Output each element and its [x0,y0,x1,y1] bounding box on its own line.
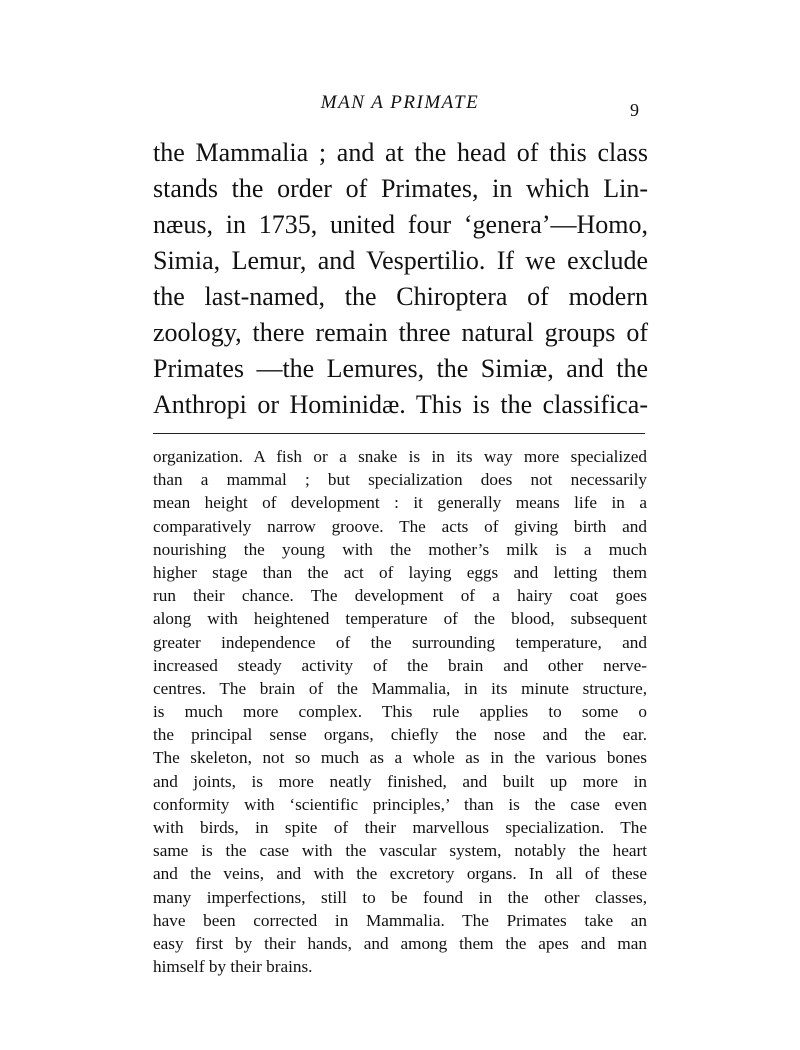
main-text-line: Simia, Lemur, and Vespertilio. If we exclude [153,246,648,275]
footnote-line: with birds, in spite of their marvellous specialization. The [153,818,647,837]
footnote-line: increased steady activity of the brain and other nerve- [153,655,647,675]
footnote-line: organization. A fish or a snake is in its way more specialized [153,447,647,466]
footnote-line: nourishing the young with the mother’s milk is a much [153,539,647,559]
footnote-line: comparatively narrow groove. The acts of giving birth and [153,516,647,536]
footnote-line: have been corrected in Mammalia. The Primates take an [153,910,647,930]
footnote [153,445,647,978]
main-text-line: zoology, there remain three natural groups of [153,318,648,347]
footnote-line: greater independence of the surrounding temperature, and [153,632,647,652]
footnote-line: and joints, is more neatly finished, and built up more in [153,771,647,791]
footnote-line: than a mammal ; but specialization does not necessarily [153,470,647,490]
main-text-line: stands the order of Primates, in which Lin- [153,174,648,203]
running-title: MAN A PRIMATE [320,92,480,113]
footnote-line: run their chance. The development of a hairy coat goes [153,586,647,606]
main-text-line: the last-named, the Chiroptera of modern [153,282,648,311]
main-text-line: Anthropi or Hominidæ. This is the classifica- [153,390,648,419]
footnote-line: and the veins, and with the excretory organs. In all of these [153,864,647,884]
main-text-line: næus, in 1735, united four ‘genera’—Homo, [153,210,648,239]
footnote-line: higher stage than the act of laying eggs and letting them [153,562,647,582]
footnote-line: The skeleton, not so much as a whole as in the various bones [153,748,647,768]
footnote-line: easy first by their hands, and among them the apes and man [153,933,647,953]
main-text [153,135,648,423]
footnote-line: along with heightened temperature of the blood, subsequent [153,609,647,629]
footnote-line: same is the case with the vascular system, notably the heart [153,841,647,861]
footnote-line: centres. The brain of the Mammalia, in its minute structure, [153,678,647,698]
footnote-line: many imperfections, still to be found in the other classes, [153,887,647,907]
footnote-line: the principal sense organs, chiefly the nose and the ear. [153,725,647,745]
footnote-divider [153,433,645,434]
footnote-line: himself by their brains. [153,957,313,977]
page-number: 9 [630,100,639,120]
main-text-line: Primates —the Lemures, the Simiæ, and the [153,354,648,383]
footnote-line: is much more complex. This rule applies to some o [153,702,647,722]
footnote-line: mean height of development : it generally means life in a [153,493,647,513]
main-text-line: the Mammalia ; and at the head of this class [153,138,648,167]
footnote-line: conformity with ‘scientific principles,’ than is the case even [153,794,647,814]
running-head [150,92,650,122]
